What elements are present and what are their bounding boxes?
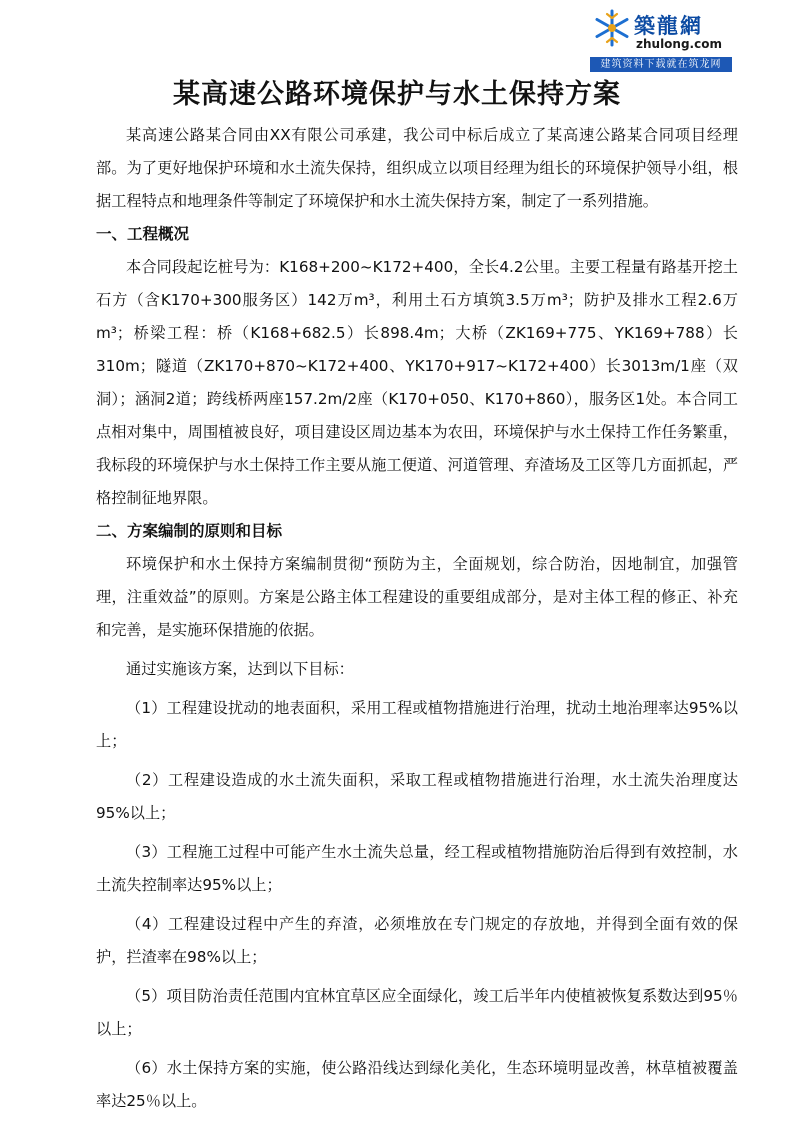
principles-paragraph: 环境保护和水土保持方案编制贯彻“预防为主，全面规划，综合防治，因地制宜，加强管理，注重效益”的原则。方案是公路主体工程建设的重要组成部分，是对主体工程的修正、补充和完善，是实施环保措施的依据。 bbox=[96, 555, 738, 639]
goals-intro: 通过实施该方案，达到以下目标： bbox=[126, 660, 354, 678]
document-title: 某高速公路环境保护与水土保持方案 bbox=[173, 79, 621, 110]
section-heading-overview: 一、工程概况 bbox=[96, 225, 190, 243]
snowflake-icon bbox=[592, 8, 632, 48]
goal-item: （2）工程建设造成的水土流失面积，采取工程或植物措施进行治理，水土流失治理度达95%以上； bbox=[96, 771, 738, 822]
intro-paragraph: 某高速公路某合同由XX有限公司承建，我公司中标后成立了某高速公路某合同项目经理部。为了更好地保护环境和水土流失保持，组织成立以项目经理为组长的环境保护领导小组，根据工程特点和地理条件等制定了环境保护和水土流失保持方案，制定了一系列措施。 bbox=[96, 126, 738, 210]
logo-tagline: 建筑资料下载就在筑龙网 bbox=[590, 57, 732, 72]
goal-item: （6）水土保持方案的实施，使公路沿线达到绿化美化，生态环境明显改善，林草植被覆盖率达25％以上。 bbox=[96, 1059, 738, 1110]
goal-item: （1）工程建设扰动的地表面积，采用工程或植物措施进行治理，扰动土地治理率达95%以上； bbox=[96, 699, 738, 750]
goal-item: （3）工程施工过程中可能产生水土流失总量，经工程或植物措施防治后得到有效控制，水土流失控制率达95%以上； bbox=[96, 843, 738, 894]
section-heading-principles: 二、方案编制的原则和目标 bbox=[96, 522, 283, 540]
zhulong-logo[interactable] bbox=[590, 6, 732, 72]
logo-name: 築龍網 bbox=[634, 14, 703, 38]
goal-item: （5）项目防治责任范围内宜林宜草区应全面绿化，竣工后半年内使植被恢复系数达到95％以上； bbox=[96, 987, 738, 1038]
goal-item: （4）工程建设过程中产生的弃渣，必须堆放在专门规定的存放地，并得到全面有效的保护，拦渣率在98%以上； bbox=[96, 915, 738, 966]
overview-paragraph: 本合同段起讫桩号为：K168+200~K172+400，全长4.2公里。主要工程量有路基开挖土石方（含K170+300服务区）142万m³，利用土石方填筑3.5万m³；防护及排水工程2.6万m³；桥梁工程：桥（K168+682.5）长898.4m；大桥（ZK169+775、YK169+788）长310m；隧道（ZK170+870~K172+400、YK170+917~K172+400）长3013m/1座（双洞）；涵洞2道；跨线桥两座157.2m/2座（K170+050、K170+860），服务区1处。本合同工点相对集中，周围植被良好，项目建设区周边基本为农田，环境保护与水土保持工作任务繁重，我标段的环境保护与水土保持工作主要从施工便道、河道管理、弃渣场及工区等几方面抓起，严格控制征地界限。 bbox=[96, 258, 738, 507]
logo-domain: zhulong.com bbox=[636, 37, 722, 51]
document-body bbox=[96, 119, 738, 1118]
